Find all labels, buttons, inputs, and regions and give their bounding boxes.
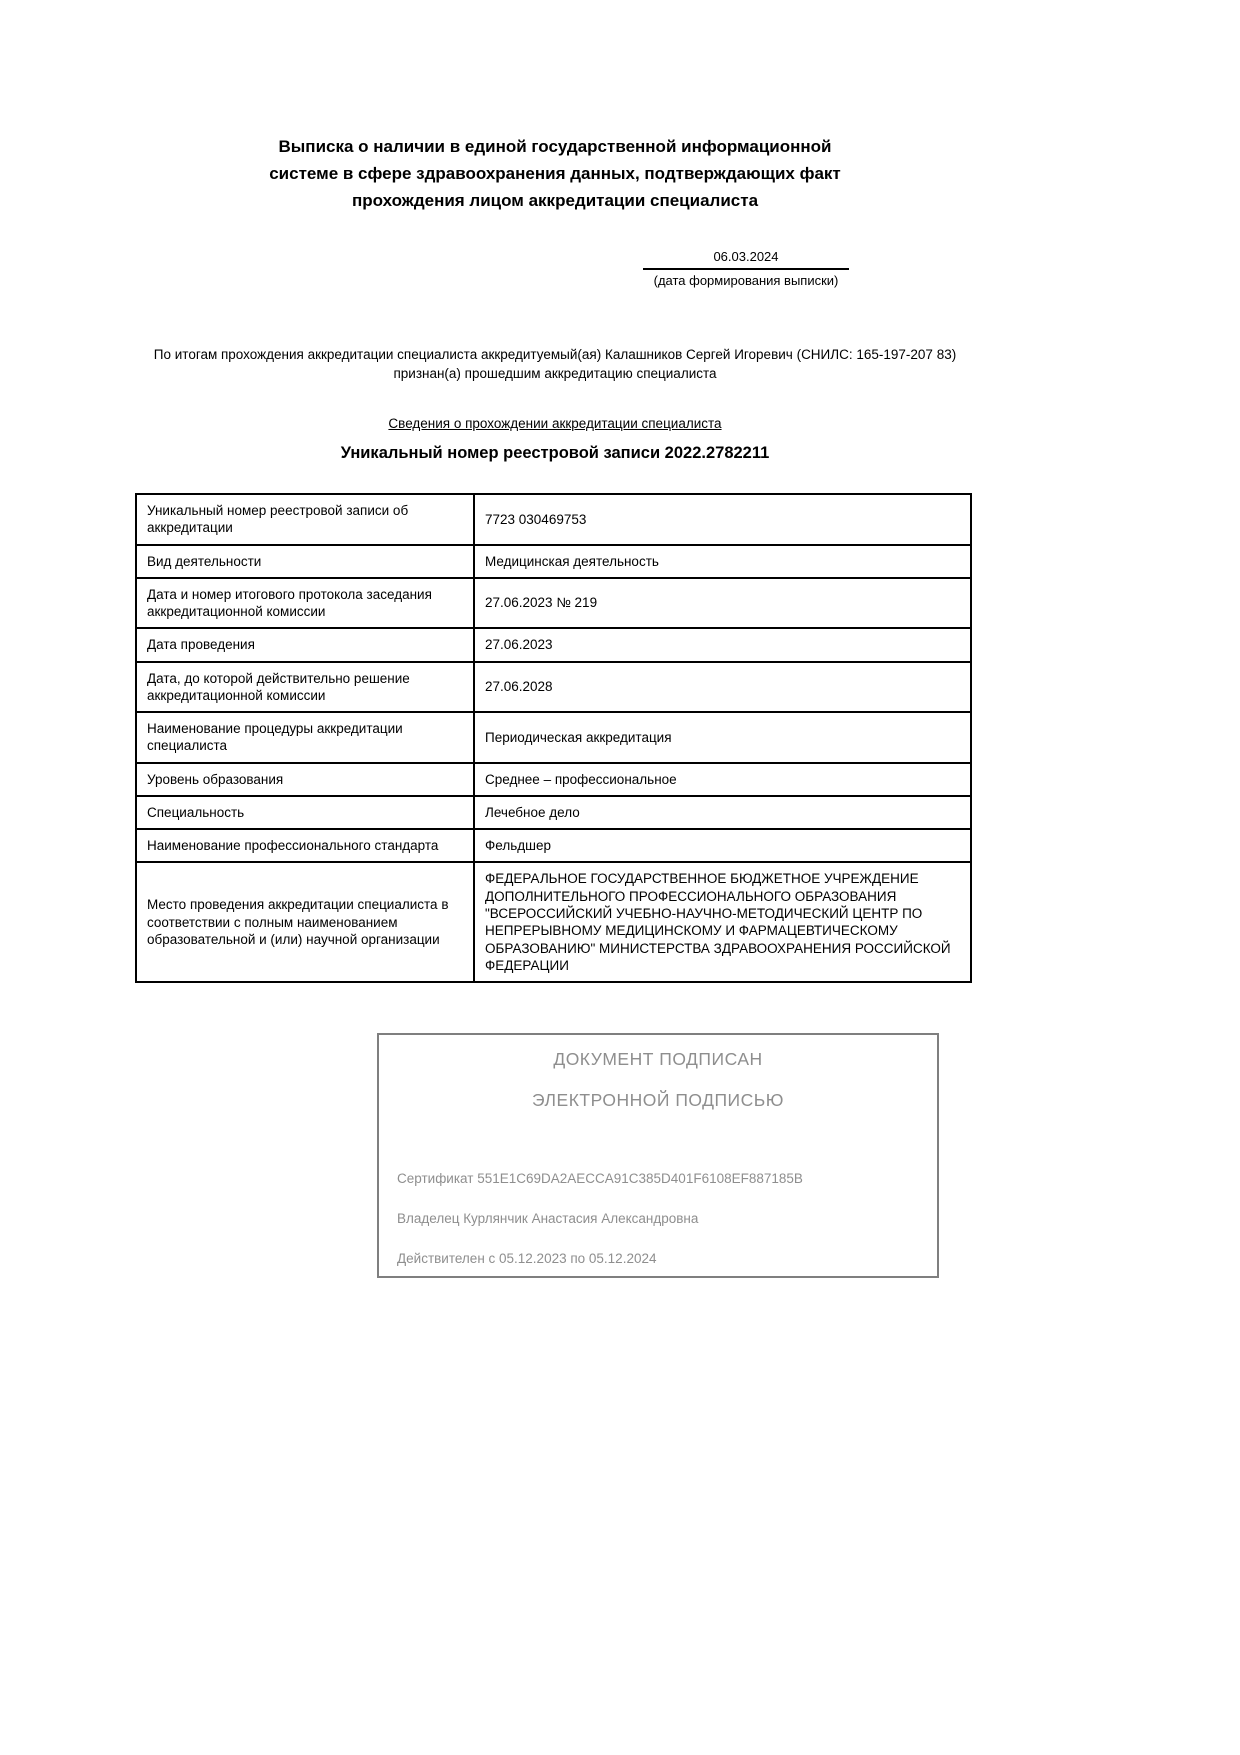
accreditation-table xyxy=(135,493,972,983)
table-row xyxy=(136,796,971,829)
signature-title-line1: ДОКУМЕНТ ПОДПИСАН xyxy=(553,1049,763,1069)
row-value: Лечебное дело xyxy=(474,796,971,829)
signature-title-line2: ЭЛЕКТРОННОЙ ПОДПИСЬЮ xyxy=(532,1090,784,1110)
row-label: Уровень образования xyxy=(136,763,474,796)
document-title-line: системе в сфере здравоохранения данных, подтверждающих факт xyxy=(269,164,841,183)
row-value: Фельдшер xyxy=(474,829,971,862)
row-value: 27.06.2023 № 219 xyxy=(474,578,971,629)
row-label: Уникальный номер реестровой записи об аккредитации xyxy=(136,494,474,545)
table-row xyxy=(136,829,971,862)
row-value: 7723 030469753 xyxy=(474,494,971,545)
row-value: ФЕДЕРАЛЬНОЕ ГОСУДАРСТВЕННОЕ БЮДЖЕТНОЕ УЧРЕЖДЕНИЕ ДОПОЛНИТЕЛЬНОГО ПРОФЕССИОНАЛЬНОГО ОБРАЗОВАНИЯ "ВСЕРОССИЙСКИЙ УЧЕБНО-НАУЧНО-МЕТОДИЧЕСКИЙ ЦЕНТР ПО НЕПРЕРЫВНОМУ МЕДИЦИНСКОМУ И ФАРМАЦЕВТИЧЕСКОМУ ОБРАЗОВАНИЮ" МИНИСТЕРСТВА ЗДРАВООХРАНЕНИЯ РОССИЙСКОЙ ФЕДЕРАЦИИ xyxy=(474,862,971,982)
intro-paragraph-line: По итогам прохождения аккредитации специалиста аккредитуемый(ая) Калашников Сергей Игоревич (СНИЛС: 165-197-207 83) xyxy=(153,347,957,362)
section-heading: Сведения о прохождении аккредитации специалиста xyxy=(388,416,722,431)
owner-line: Владелец Курлянчик Анастасия Александровна xyxy=(397,1211,699,1226)
table-row xyxy=(136,578,971,629)
intro-paragraph-line: признан(а) прошедшим аккредитацию специалиста xyxy=(393,366,717,381)
row-label: Наименование профессионального стандарта xyxy=(136,829,474,862)
row-value: 27.06.2028 xyxy=(474,662,971,713)
row-label: Дата, до которой действительно решение аккредитационной комиссии xyxy=(136,662,474,713)
row-value: 27.06.2023 xyxy=(474,628,971,661)
row-value: Медицинская деятельность xyxy=(474,545,971,578)
row-label: Специальность xyxy=(136,796,474,829)
document-title-line: Выписка о наличии в единой государственной информационной xyxy=(278,137,832,156)
document-title-line: прохождения лицом аккредитации специалиста xyxy=(351,191,759,210)
row-label: Дата и номер итогового протокола заседания аккредитационной комиссии xyxy=(136,578,474,629)
signature-details xyxy=(397,1171,925,1291)
row-value: Периодическая аккредитация xyxy=(474,712,971,763)
row-label: Место проведения аккредитации специалиста в соответствии с полным наименованием образовательной и (или) научной организации xyxy=(136,862,474,982)
row-label: Дата проведения xyxy=(136,628,474,661)
table-row xyxy=(136,628,971,661)
row-label: Вид деятельности xyxy=(136,545,474,578)
row-value: Среднее – профессиональное xyxy=(474,763,971,796)
table-row xyxy=(136,763,971,796)
signature-stamp xyxy=(377,1033,939,1278)
table-row xyxy=(136,662,971,713)
row-label: Наименование процедуры аккредитации специалиста xyxy=(136,712,474,763)
table-row xyxy=(136,862,971,982)
extract-date: 06.03.2024 xyxy=(643,249,849,270)
extract-date-block xyxy=(643,249,849,289)
document-title xyxy=(135,133,975,214)
certificate-line: Сертификат 551E1C69DA2AECCA91C385D401F6108EF887185B xyxy=(397,1171,803,1186)
validity-line: Действителен с 05.12.2023 по 05.12.2024 xyxy=(397,1251,657,1266)
registry-number-heading: Уникальный номер реестровой записи 2022.2782211 xyxy=(340,444,770,462)
extract-date-caption: (дата формирования выписки) xyxy=(653,273,839,288)
intro-paragraph xyxy=(120,345,990,383)
table-row xyxy=(136,494,971,545)
table-row xyxy=(136,545,971,578)
table-row xyxy=(136,712,971,763)
